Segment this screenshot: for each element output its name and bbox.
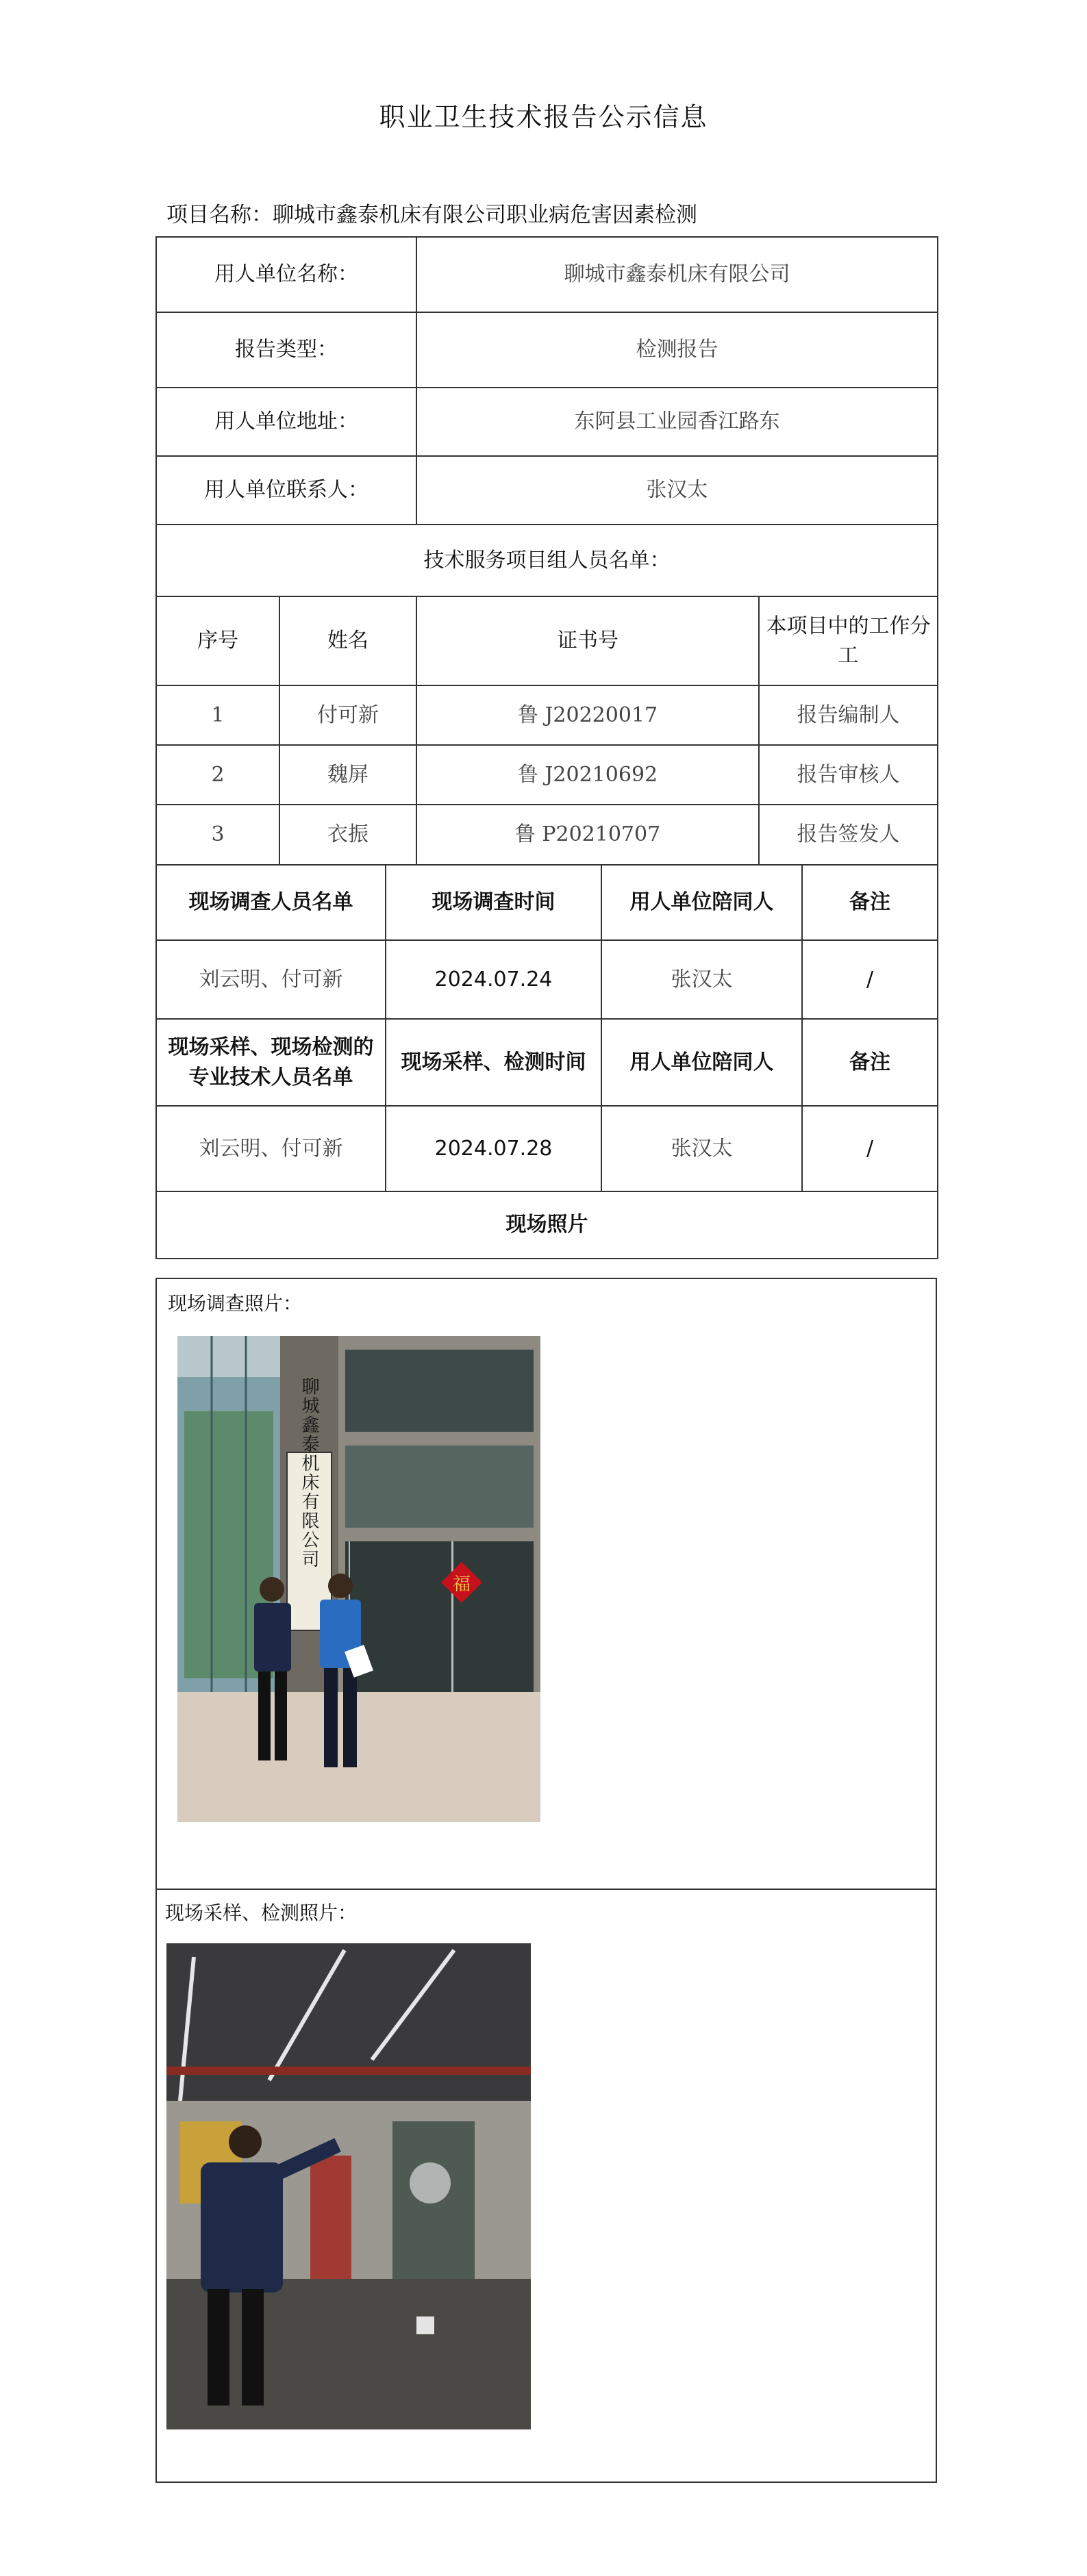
team-name: 付可新 (279, 685, 416, 745)
info-table (155, 236, 938, 866)
info-row (156, 312, 938, 388)
team-no: 1 (156, 685, 279, 745)
project-name (166, 197, 697, 228)
team-cert: 鲁 P20210707 (416, 805, 759, 865)
sampling-remark: / (802, 1106, 938, 1191)
fu-character: 福 (452, 1574, 471, 1595)
sampling-header: 现场采样、检测时间 (386, 1019, 601, 1106)
photo-box (155, 1278, 937, 2483)
survey-value-row (156, 940, 938, 1019)
team-cert: 鲁 J20220017 (416, 685, 759, 745)
info-row (156, 456, 938, 525)
team-header-row (156, 596, 938, 685)
company-sign-text: 聊城鑫泰机床有限公司 (299, 1377, 319, 1569)
team-role: 报告编制人 (759, 685, 938, 745)
info-label: 报告类型： (156, 312, 416, 388)
page-title: 职业卫生技术报告公示信息 (379, 102, 708, 132)
team-role: 报告签发人 (759, 805, 938, 865)
info-row (156, 388, 938, 456)
info-value: 检测报告 (416, 312, 938, 388)
info-value: 聊城市鑫泰机床有限公司 (416, 237, 938, 312)
team-role: 报告审核人 (759, 745, 938, 805)
survey-photo (177, 1336, 540, 1822)
info-label: 用人单位地址： (156, 388, 416, 456)
sampling-staff: 刘云明、付可新 (156, 1106, 386, 1191)
survey-header: 现场调查人员名单 (156, 865, 386, 940)
survey-escort: 张汉太 (601, 940, 802, 1019)
info-label: 用人单位名称： (156, 237, 416, 312)
sampling-date: 2024.07.28 (386, 1106, 601, 1191)
photo-divider (157, 1889, 936, 1890)
team-col-cert: 证书号 (416, 596, 759, 685)
project-value: 聊城市鑫泰机床有限公司职业病危害因素检测 (273, 203, 697, 227)
team-row (156, 685, 938, 745)
team-col-no: 序号 (156, 596, 279, 685)
team-col-role: 本项目中的工作分工 (759, 596, 938, 685)
team-col-name: 姓名 (279, 596, 416, 685)
team-no: 3 (156, 805, 279, 865)
team-cert: 鲁 J20210692 (416, 745, 759, 805)
sampling-photo-caption: 现场采样、检测照片： (165, 1902, 358, 1924)
team-row (156, 805, 938, 865)
sampling-escort: 张汉太 (601, 1106, 802, 1191)
survey-table (155, 864, 938, 1259)
sampling-header: 用人单位陪同人 (601, 1019, 802, 1106)
photos-heading: 现场照片 (156, 1191, 938, 1259)
survey-date: 2024.07.24 (386, 940, 601, 1019)
survey-header: 备注 (802, 865, 938, 940)
info-row (156, 237, 938, 312)
survey-staff: 刘云明、付可新 (156, 940, 386, 1019)
sampling-header: 现场采样、现场检测的专业技术人员名单 (156, 1019, 386, 1106)
survey-photo-caption: 现场调查照片： (168, 1292, 303, 1315)
sampling-value-row (156, 1106, 938, 1191)
team-name: 衣振 (279, 805, 416, 865)
survey-header: 用人单位陪同人 (601, 865, 802, 940)
team-no: 2 (156, 745, 279, 805)
info-value: 东阿县工业园香江路东 (416, 388, 938, 456)
info-value: 张汉太 (416, 456, 938, 525)
info-label: 用人单位联系人： (156, 456, 416, 525)
survey-header-row (156, 865, 938, 940)
sampling-header: 备注 (802, 1019, 938, 1106)
sampling-photo (166, 1943, 531, 2429)
team-row (156, 745, 938, 805)
team-name: 魏屏 (279, 745, 416, 805)
team-heading: 技术服务项目组人员名单： (156, 525, 938, 596)
project-label: 项目名称： (166, 203, 273, 227)
survey-header: 现场调查时间 (386, 865, 601, 940)
sampling-header-row (156, 1019, 938, 1106)
survey-remark: / (802, 940, 938, 1019)
